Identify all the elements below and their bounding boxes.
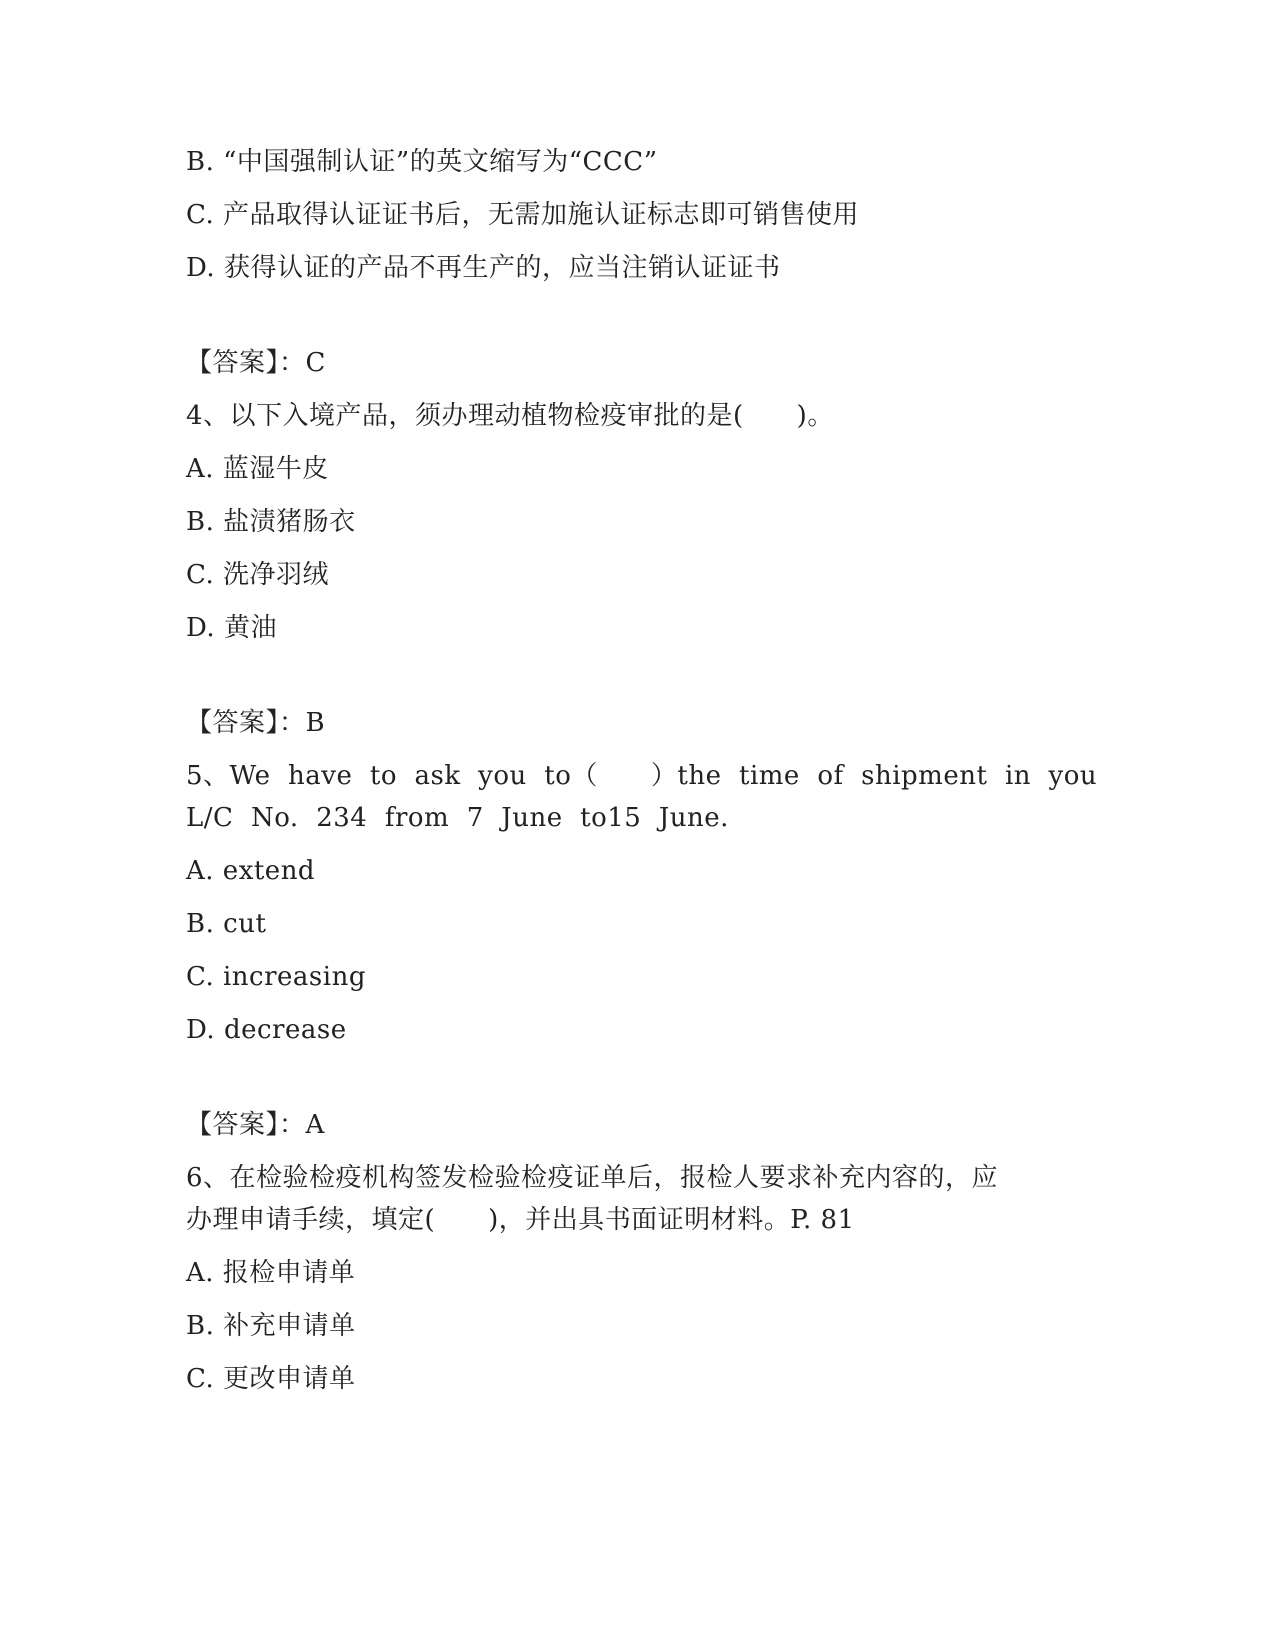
q3-answer: 【答案】：C [186,348,326,378]
q6-option-c: C. 更改申请单 [186,1364,356,1394]
q4-option-d: D. 黄油 [186,613,277,643]
q4-answer: 【答案】：B [186,708,326,738]
q4-option-a: A. 蓝湿牛皮 [186,454,329,484]
q5-answer: 【答案】：A [186,1110,325,1140]
q3-option-d: D. 获得认证的产品不再生产的，应当注销认证证书 [186,253,781,283]
q5-option-a: A. extend [186,856,316,886]
q6-option-a: A. 报检申请单 [186,1258,356,1288]
q5-option-c: C. increasing [186,962,366,992]
q5-question-line2: L/C No. 234 from 7 June to15 June. [186,803,729,833]
q5-option-d: D. decrease [186,1015,347,1045]
q4-question: 4、以下入境产品，须办理动植物检疫审批的是( )。 [186,401,834,431]
q5-option-b: B. cut [186,909,267,939]
q6-question-line1: 6、在检验检疫机构签发检验检疫证单后，报检人要求补充内容的，应 [186,1163,999,1193]
q4-option-b: B. 盐渍猪肠衣 [186,507,356,537]
q3-option-c: C. 产品取得认证证书后，无需加施认证标志即可销售使用 [186,200,859,230]
q5-question-line1: 5、We have to ask you to（ ）the time of shipment in you [186,761,1098,791]
q3-option-b: B. “中国强制认证”的英文缩写为“CCC” [186,147,658,177]
q6-option-b: B. 补充申请单 [186,1311,356,1341]
q4-option-c: C. 洗净羽绒 [186,560,329,590]
q6-question-line2: 办理申请手续，填定( )，并出具书面证明材料。P. 81 [186,1205,855,1235]
